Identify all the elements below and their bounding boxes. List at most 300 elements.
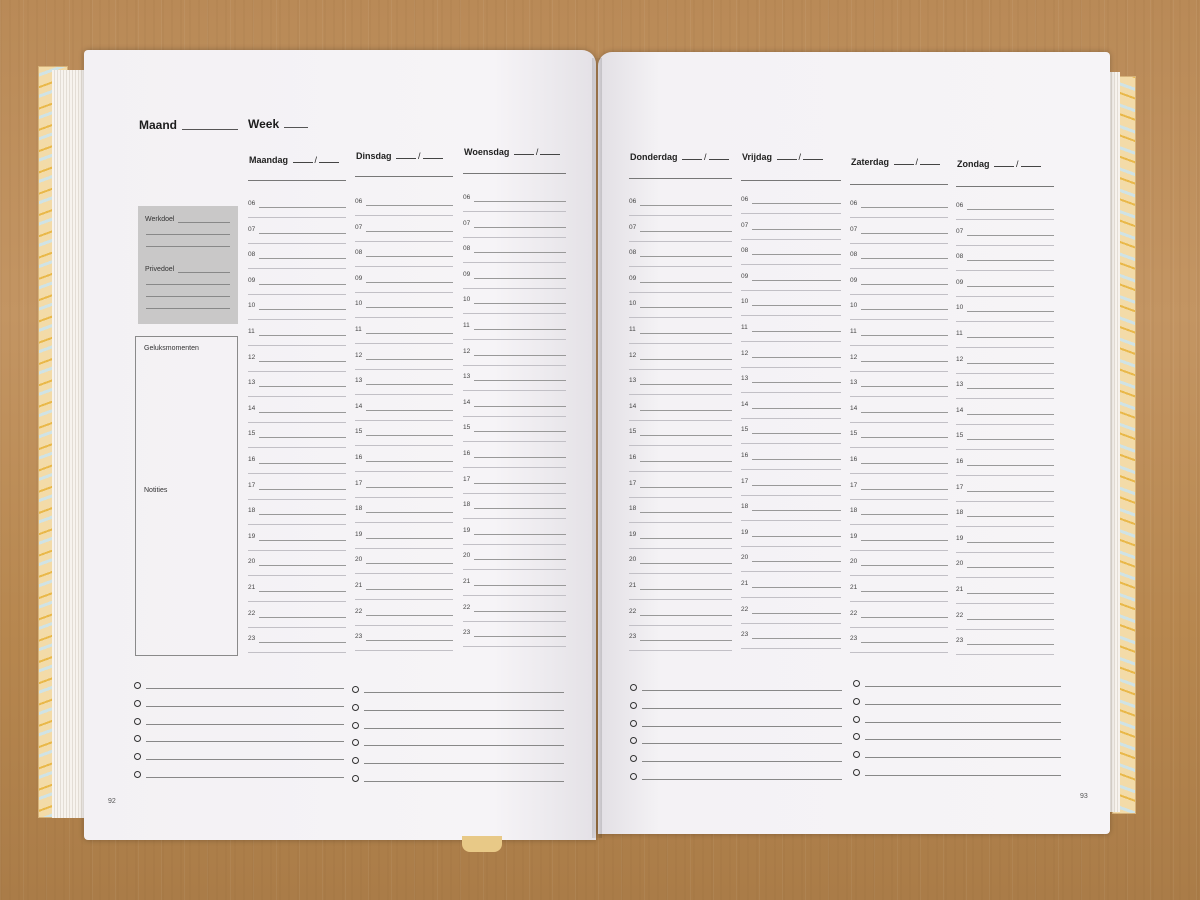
hour-slot[interactable] — [463, 552, 566, 578]
hour-slot[interactable] — [956, 612, 1054, 638]
hour-label: 19 — [956, 534, 964, 542]
hour-slot[interactable] — [956, 356, 1054, 382]
date-blank — [396, 158, 416, 159]
todo-item[interactable] — [134, 769, 344, 787]
day-top-rule — [956, 186, 1054, 187]
hour-slot[interactable] — [741, 375, 841, 401]
hour-slot[interactable] — [850, 456, 948, 482]
happy-moments-label: Geluksmomenten — [144, 345, 199, 352]
checkbox-circle-icon[interactable] — [134, 753, 141, 760]
todo-item[interactable] — [134, 733, 344, 751]
hour-slot[interactable] — [850, 635, 948, 661]
hour-slot[interactable] — [629, 428, 732, 454]
todo-item[interactable] — [630, 735, 842, 753]
hour-slot[interactable] — [629, 352, 732, 378]
slot-line — [248, 396, 346, 397]
slot-line — [366, 615, 453, 616]
hour-slot[interactable] — [741, 222, 841, 248]
hour-label: 11 — [248, 328, 255, 335]
slot-line — [366, 461, 453, 462]
slot-line — [640, 640, 732, 641]
hour-slot[interactable] — [463, 629, 566, 655]
hour-slot[interactable] — [248, 200, 346, 226]
hour-label: 08 — [741, 247, 749, 255]
slot-line — [366, 205, 453, 206]
hour-slot[interactable] — [355, 377, 453, 403]
hour-slot[interactable] — [850, 328, 948, 354]
slot-line — [366, 231, 453, 232]
slot-line — [752, 433, 841, 434]
hour-slot[interactable] — [956, 535, 1054, 561]
hour-slot[interactable] — [741, 580, 841, 606]
todo-item[interactable] — [630, 771, 842, 789]
hour-label: 12 — [741, 349, 749, 357]
hour-label: 15 — [463, 424, 471, 432]
todo-item[interactable] — [853, 731, 1061, 749]
todo-item[interactable] — [352, 755, 564, 773]
slot-line — [248, 575, 346, 576]
day-header-3 — [630, 152, 731, 162]
hour-slot[interactable] — [355, 326, 453, 352]
todo-item[interactable] — [352, 737, 564, 755]
hour-slot[interactable] — [956, 279, 1054, 305]
checkbox-circle-icon[interactable] — [352, 739, 359, 746]
hour-slot[interactable] — [355, 480, 453, 506]
slot-line — [850, 575, 948, 576]
hour-label: 14 — [629, 402, 637, 410]
hour-label: 19 — [850, 532, 858, 540]
hour-slot[interactable] — [629, 454, 732, 480]
day-name: Vrijdag — [742, 152, 773, 162]
hour-slot[interactable] — [956, 509, 1054, 535]
hour-slot[interactable] — [741, 452, 841, 478]
todo-item[interactable] — [853, 678, 1061, 696]
slot-line — [474, 355, 566, 356]
hour-slot[interactable] — [629, 531, 732, 557]
hour-slot[interactable] — [629, 582, 732, 608]
hour-slot[interactable] — [850, 200, 948, 226]
hour-slot[interactable] — [850, 507, 948, 533]
hour-slot[interactable] — [463, 501, 566, 527]
hour-label: 16 — [629, 454, 637, 461]
hour-slot[interactable] — [355, 556, 453, 582]
hour-label: 14 — [956, 406, 964, 414]
slot-line — [366, 307, 453, 308]
hour-slot[interactable] — [629, 326, 732, 352]
hour-slot[interactable] — [956, 304, 1054, 330]
slot-line — [629, 599, 732, 600]
todo-item[interactable] — [134, 680, 344, 698]
hour-slot[interactable] — [850, 430, 948, 456]
hour-label: 13 — [248, 379, 256, 387]
hour-label: 17 — [850, 481, 858, 489]
slot-line — [629, 573, 732, 574]
day-name: Zondag — [957, 159, 990, 169]
slot-line — [248, 601, 346, 602]
goal-line — [146, 296, 230, 297]
todo-line — [146, 688, 344, 689]
slot-line — [752, 459, 841, 460]
hour-slot[interactable] — [355, 249, 453, 275]
hour-slot[interactable] — [463, 322, 566, 348]
hour-slot[interactable] — [956, 202, 1054, 228]
hour-slot[interactable] — [248, 610, 346, 636]
hour-slot[interactable] — [741, 631, 841, 657]
hour-slot[interactable] — [248, 302, 346, 328]
hour-label: 13 — [463, 373, 471, 381]
todo-item[interactable] — [134, 716, 344, 734]
todo-item[interactable] — [134, 698, 344, 716]
day-top-rule — [741, 180, 841, 181]
hour-label: 21 — [850, 584, 858, 591]
hour-slot[interactable] — [463, 450, 566, 476]
hour-label: 10 — [741, 298, 749, 306]
day-header-0 — [249, 155, 341, 165]
hour-slot[interactable] — [355, 300, 453, 326]
hour-slot[interactable] — [629, 556, 732, 582]
slot-line — [850, 652, 948, 653]
day-column-3 — [629, 178, 732, 658]
hour-slot[interactable] — [741, 478, 841, 504]
hour-slot[interactable] — [850, 302, 948, 328]
hour-slot[interactable] — [463, 604, 566, 630]
slot-line — [741, 546, 841, 547]
hour-label: 17 — [741, 477, 749, 485]
hour-slot[interactable] — [463, 348, 566, 374]
slot-line — [474, 329, 566, 330]
hour-slot[interactable] — [355, 505, 453, 531]
slot-line — [463, 313, 566, 314]
hour-slot[interactable] — [741, 503, 841, 529]
hour-slot[interactable] — [355, 633, 453, 659]
todo-item[interactable] — [630, 753, 842, 771]
hour-slot[interactable] — [956, 228, 1054, 254]
hour-slot[interactable] — [629, 377, 732, 403]
hour-slot[interactable] — [629, 224, 732, 250]
todo-item[interactable] — [853, 767, 1061, 785]
checkbox-circle-icon[interactable] — [630, 773, 637, 780]
hour-label: 11 — [463, 322, 470, 329]
hour-slot[interactable] — [741, 401, 841, 427]
hour-slot[interactable] — [629, 608, 732, 634]
hour-slot[interactable] — [355, 198, 453, 224]
slot-line — [967, 619, 1054, 620]
hour-slot[interactable] — [248, 328, 346, 354]
checkbox-circle-icon[interactable] — [630, 755, 637, 762]
hour-label: 19 — [741, 528, 749, 536]
day-name: Maandag — [249, 155, 289, 165]
hour-slot[interactable] — [248, 456, 346, 482]
hour-slot[interactable] — [463, 527, 566, 553]
hour-slot[interactable] — [463, 245, 566, 271]
slot-line — [956, 475, 1054, 476]
checkbox-circle-icon[interactable] — [853, 733, 860, 740]
hour-slot[interactable] — [463, 194, 566, 220]
checkbox-circle-icon[interactable] — [853, 769, 860, 776]
checkbox-circle-icon[interactable] — [352, 686, 359, 693]
slot-line — [259, 258, 346, 259]
checkbox-circle-icon[interactable] — [630, 684, 637, 691]
todo-item[interactable] — [853, 696, 1061, 714]
slot-line — [640, 282, 732, 283]
checkbox-circle-icon[interactable] — [352, 775, 359, 782]
checkbox-circle-icon[interactable] — [352, 722, 359, 729]
todo-item[interactable] — [352, 720, 564, 738]
hour-slot[interactable] — [355, 531, 453, 557]
checkbox-circle-icon[interactable] — [630, 720, 637, 727]
hour-label: 08 — [629, 249, 637, 257]
hour-label: 08 — [850, 251, 858, 259]
slot-line — [463, 339, 566, 340]
hour-slot[interactable] — [741, 247, 841, 273]
slot-line — [741, 290, 841, 291]
hour-slot[interactable] — [248, 584, 346, 610]
day-header-1 — [356, 151, 445, 161]
todo-line — [364, 745, 564, 746]
hour-slot[interactable] — [463, 476, 566, 502]
hour-slot[interactable] — [355, 352, 453, 378]
hour-label: 18 — [850, 507, 858, 515]
slot-line — [861, 412, 948, 413]
slot-line — [956, 296, 1054, 297]
hour-slot[interactable] — [248, 558, 346, 584]
hour-label: 07 — [355, 223, 363, 231]
slot-line — [861, 565, 948, 566]
checkbox-circle-icon[interactable] — [853, 698, 860, 705]
bookmark-ribbon — [462, 836, 502, 852]
hour-slot[interactable] — [850, 277, 948, 303]
slot-line — [248, 473, 346, 474]
todo-item[interactable] — [352, 684, 564, 702]
hour-slot[interactable] — [463, 296, 566, 322]
slot-line — [474, 201, 566, 202]
slot-line — [474, 227, 566, 228]
checkbox-circle-icon[interactable] — [134, 771, 141, 778]
todo-item[interactable] — [853, 749, 1061, 767]
checkbox-circle-icon[interactable] — [352, 704, 359, 711]
hour-slot[interactable] — [850, 533, 948, 559]
slot-line — [741, 239, 841, 240]
hour-label: 15 — [355, 428, 363, 436]
hour-slot[interactable] — [248, 277, 346, 303]
hour-slot[interactable] — [248, 405, 346, 431]
slot-line — [967, 235, 1054, 236]
hour-label: 08 — [248, 251, 256, 259]
slot-line — [861, 437, 948, 438]
checkbox-circle-icon[interactable] — [630, 702, 637, 709]
checkbox-circle-icon[interactable] — [134, 718, 141, 725]
hour-slot[interactable] — [629, 480, 732, 506]
hour-slot[interactable] — [956, 432, 1054, 458]
slot-line — [850, 243, 948, 244]
hour-slot[interactable] — [355, 582, 453, 608]
slot-line — [850, 473, 948, 474]
hour-slot[interactable] — [463, 271, 566, 297]
slot-line — [355, 497, 453, 498]
hour-slot[interactable] — [741, 196, 841, 222]
todo-item[interactable] — [352, 773, 564, 791]
slot-line — [861, 335, 948, 336]
slot-line — [355, 343, 453, 344]
hour-slot[interactable] — [850, 405, 948, 431]
slot-line — [752, 587, 841, 588]
slot-line — [861, 258, 948, 259]
checkbox-circle-icon[interactable] — [134, 682, 141, 689]
hour-slot[interactable] — [248, 533, 346, 559]
hour-label: 06 — [741, 196, 749, 203]
hour-slot[interactable] — [850, 354, 948, 380]
checkbox-circle-icon[interactable] — [134, 700, 141, 707]
slot-line — [259, 284, 346, 285]
slot-line — [355, 445, 453, 446]
todo-item[interactable] — [134, 751, 344, 769]
hour-slot[interactable] — [355, 224, 453, 250]
hour-slot[interactable] — [463, 399, 566, 425]
todo-item[interactable] — [630, 700, 842, 718]
hour-slot[interactable] — [850, 584, 948, 610]
hour-slot[interactable] — [956, 586, 1054, 612]
hour-slot[interactable] — [741, 426, 841, 452]
hour-slot[interactable] — [741, 350, 841, 376]
hour-slot[interactable] — [248, 251, 346, 277]
hour-label: 13 — [956, 381, 964, 389]
day-column-4 — [741, 180, 841, 660]
hour-slot[interactable] — [629, 300, 732, 326]
hour-slot[interactable] — [956, 637, 1054, 663]
slot-line — [752, 613, 841, 614]
hour-slot[interactable] — [850, 558, 948, 584]
date-blank — [777, 159, 797, 160]
hour-slot[interactable] — [741, 298, 841, 324]
hour-slot[interactable] — [355, 454, 453, 480]
hour-slot[interactable] — [355, 608, 453, 634]
hour-slot[interactable] — [956, 330, 1054, 356]
hour-slot[interactable] — [248, 635, 346, 661]
slot-line — [861, 540, 948, 541]
slot-line — [629, 241, 732, 242]
todo-item[interactable] — [630, 682, 842, 700]
hour-label: 07 — [956, 227, 964, 235]
slot-line — [629, 522, 732, 523]
hour-slot[interactable] — [850, 226, 948, 252]
slot-line — [366, 487, 453, 488]
hour-slot[interactable] — [248, 507, 346, 533]
hour-label: 06 — [355, 198, 363, 205]
checkbox-circle-icon[interactable] — [134, 735, 141, 742]
hour-slot[interactable] — [463, 578, 566, 604]
hour-slot[interactable] — [629, 198, 732, 224]
hour-slot[interactable] — [741, 273, 841, 299]
checkbox-circle-icon[interactable] — [630, 737, 637, 744]
hour-label: 13 — [741, 375, 749, 383]
hour-slot[interactable] — [741, 529, 841, 555]
hour-slot[interactable] — [741, 324, 841, 350]
hour-label: 10 — [850, 302, 858, 310]
slot-line — [850, 524, 948, 525]
slot-line — [366, 435, 453, 436]
hour-slot[interactable] — [629, 505, 732, 531]
slot-line — [474, 457, 566, 458]
hour-slot[interactable] — [355, 403, 453, 429]
checkbox-circle-icon[interactable] — [352, 757, 359, 764]
todo-item[interactable] — [352, 702, 564, 720]
hour-label: 23 — [629, 633, 637, 641]
slot-line — [629, 343, 732, 344]
hour-slot[interactable] — [355, 275, 453, 301]
hour-label: 11 — [629, 326, 636, 333]
hour-slot[interactable] — [956, 253, 1054, 279]
slot-line — [355, 548, 453, 549]
todo-item[interactable] — [853, 714, 1061, 732]
hour-slot[interactable] — [629, 403, 732, 429]
hour-slot[interactable] — [463, 373, 566, 399]
hour-slot[interactable] — [629, 633, 732, 659]
slot-line — [355, 241, 453, 242]
slot-line — [861, 514, 948, 515]
date-slash: / — [915, 157, 919, 167]
hour-slot[interactable] — [741, 606, 841, 632]
goal-line — [178, 222, 230, 223]
slot-line — [463, 262, 566, 263]
hour-slot[interactable] — [463, 220, 566, 246]
hour-slot[interactable] — [956, 560, 1054, 586]
day-top-rule — [248, 180, 346, 181]
slot-line — [967, 644, 1054, 645]
hour-slot[interactable] — [850, 379, 948, 405]
hour-slot[interactable] — [956, 458, 1054, 484]
page-number-right: 93 — [1080, 793, 1088, 800]
hour-slot[interactable] — [629, 249, 732, 275]
date-blank — [894, 164, 914, 165]
hour-slot[interactable] — [741, 554, 841, 580]
checkbox-circle-icon[interactable] — [853, 680, 860, 687]
hour-slot[interactable] — [355, 428, 453, 454]
hour-label: 19 — [629, 530, 637, 538]
day-top-rule — [355, 176, 453, 177]
todo-line — [146, 724, 344, 725]
hour-slot[interactable] — [248, 482, 346, 508]
hour-label: 22 — [741, 605, 749, 613]
hour-slot[interactable] — [248, 226, 346, 252]
checkbox-circle-icon[interactable] — [853, 751, 860, 758]
slot-line — [956, 449, 1054, 450]
month-line — [182, 129, 238, 130]
hour-slot[interactable] — [629, 275, 732, 301]
hour-slot[interactable] — [850, 251, 948, 277]
hour-slot[interactable] — [248, 354, 346, 380]
slot-line — [640, 461, 732, 462]
slot-line — [850, 422, 948, 423]
hour-slot[interactable] — [248, 379, 346, 405]
hour-slot[interactable] — [956, 381, 1054, 407]
slot-line — [474, 406, 566, 407]
checkbox-circle-icon[interactable] — [853, 716, 860, 723]
todo-line — [642, 726, 842, 727]
hour-slot[interactable] — [850, 482, 948, 508]
todo-item[interactable] — [630, 718, 842, 736]
hour-slot[interactable] — [248, 430, 346, 456]
hour-slot[interactable] — [463, 424, 566, 450]
slot-line — [956, 603, 1054, 604]
slot-line — [640, 333, 732, 334]
hour-slot[interactable] — [956, 407, 1054, 433]
slot-line — [956, 629, 1054, 630]
hour-label: 22 — [850, 609, 858, 617]
hour-slot[interactable] — [850, 610, 948, 636]
slot-line — [956, 398, 1054, 399]
hour-label: 19 — [463, 526, 471, 534]
hour-slot[interactable] — [956, 484, 1054, 510]
